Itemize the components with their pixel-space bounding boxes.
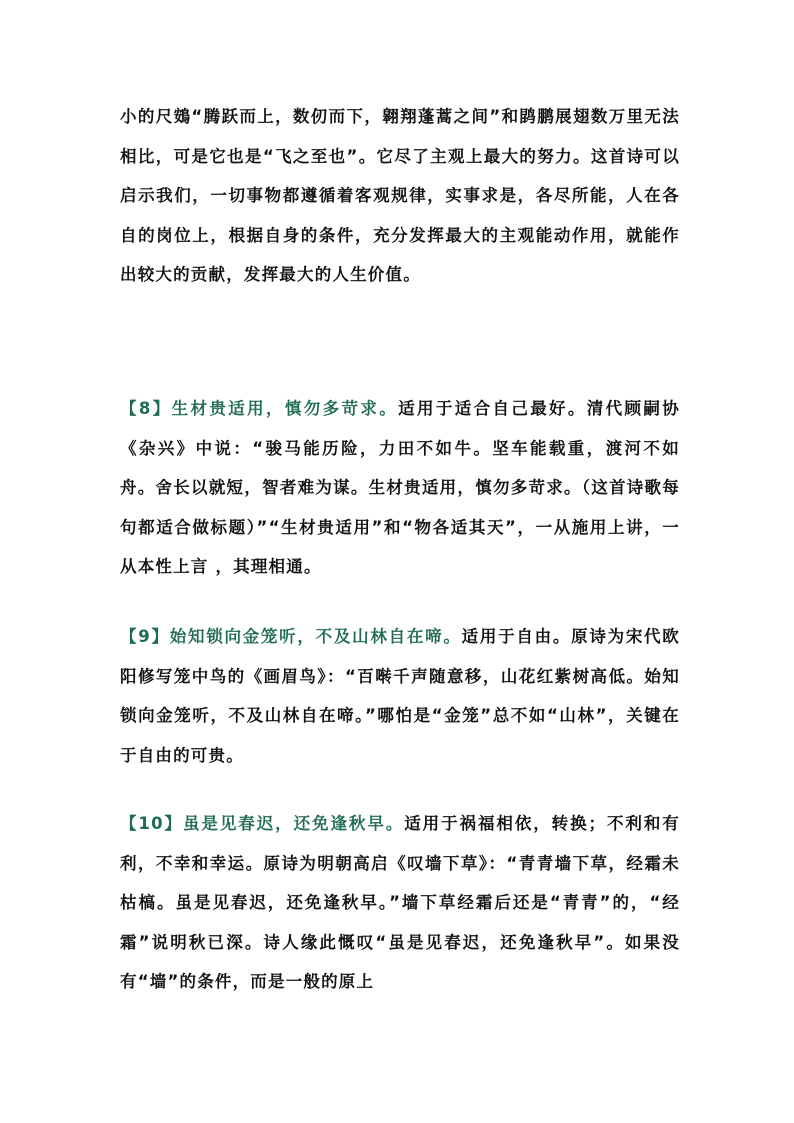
paragraph-1-body: 小的尺鴳“腾跃而上，数仞而下，翱翔蓬蒿之间”和鹍鹏展翅数万里无法相比，可是它也是“飞之至也”。它尽了主观上最大的努力。这首诗可以启示我们，一切事物都遵循着客观规律，实事求是，各尽所能，人在各自的岗位上，根据自身的条件，充分发挥最大的主观能动作用，就能作出较大的贡献，发挥最大的人生价值。 xyxy=(120,107,680,284)
paragraph-3-heading: 【9】始知锁向金笼听，不及山林自在啼。 xyxy=(120,627,462,646)
paragraph-1 xyxy=(120,97,680,295)
paragraph-2 xyxy=(120,389,680,587)
paragraph-4-body: 适用于祸福相依，转换；不利和有利，不幸和幸运。原诗为明朝高启《叹墙下草》：“青青墙下草，经霜未枯槁。虽是见春迟，还免逢秋早。”墙下草经霜后还是“青青”的，“经霜”说明秋已深。诗人缘此慨叹“虽是见春迟，还免逢秋早”。如果没有“墙”的条件，而是一般的原上 xyxy=(120,814,680,991)
paragraph-4-heading: 【10】虽是见春迟，还免逢秋早。 xyxy=(120,814,405,833)
paragraph-3 xyxy=(120,617,680,775)
paragraph-3-body: 适用于自由。原诗为宋代欧阳修写笼中鸟的《画眉鸟》：“百啭千声随意移，山花红紫树高低。始知锁向金笼听，不及山林自在啼。”哪怕是“金笼”总不如“山林”，关键在于自由的可贵。 xyxy=(120,627,681,765)
paragraph-2-body: 适用于适合自己最好。清代顾嗣协《杂兴》中说：“骏马能历险，力田不如牛。坚车能载重，渡河不如舟。舍长以就短，智者难为谋。生材贵适用，慎勿多苛求。（这首诗歌每句都适合做标题）”“生材贵适用”和“物各适其天”，一从施用上讲，一从本性上言 ，其理相通。 xyxy=(120,399,680,576)
paragraph-4 xyxy=(120,804,680,1002)
paragraph-2-heading: 【8】生材贵适用，慎勿多苛求。 xyxy=(120,399,399,418)
